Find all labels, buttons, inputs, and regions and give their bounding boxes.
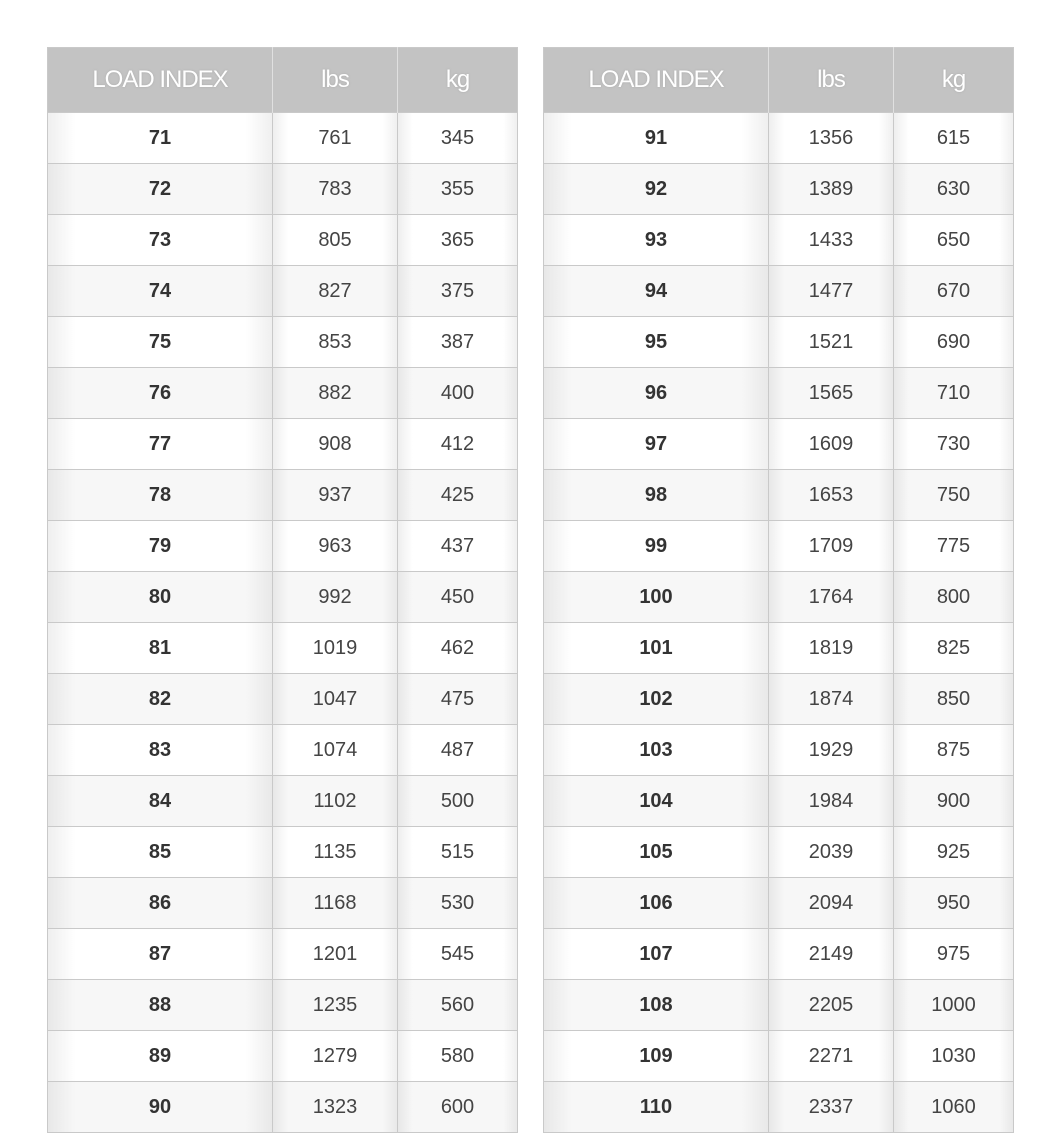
header-lbs: lbs	[273, 48, 398, 113]
kg-cell: 450	[398, 572, 518, 623]
lbs-cell: 805	[273, 215, 398, 266]
lbs-cell: 1433	[769, 215, 894, 266]
kg-cell: 365	[398, 215, 518, 266]
table-row	[48, 368, 518, 419]
kg-cell: 500	[398, 776, 518, 827]
table-row	[544, 317, 1014, 368]
table-row	[544, 776, 1014, 827]
lbs-cell: 1019	[273, 623, 398, 674]
table-row	[544, 674, 1014, 725]
kg-cell: 530	[398, 878, 518, 929]
table-row	[544, 419, 1014, 470]
lbs-cell: 1477	[769, 266, 894, 317]
table-row	[544, 623, 1014, 674]
table-row	[48, 419, 518, 470]
header-lbs: lbs	[769, 48, 894, 113]
kg-cell: 355	[398, 164, 518, 215]
table-row	[544, 572, 1014, 623]
kg-cell: 750	[894, 470, 1014, 521]
table-row	[48, 266, 518, 317]
load-index-table-left	[47, 47, 518, 1133]
lbs-cell: 963	[273, 521, 398, 572]
lbs-cell: 1819	[769, 623, 894, 674]
table-row	[48, 470, 518, 521]
lbs-cell: 1764	[769, 572, 894, 623]
kg-cell: 387	[398, 317, 518, 368]
table-row	[48, 1082, 518, 1133]
load-index-cell: 101	[544, 623, 769, 674]
table-row	[544, 266, 1014, 317]
kg-cell: 710	[894, 368, 1014, 419]
load-index-cell: 95	[544, 317, 769, 368]
table-row	[544, 1031, 1014, 1082]
table-row	[48, 929, 518, 980]
load-index-cell: 104	[544, 776, 769, 827]
table-row	[48, 725, 518, 776]
load-index-cell: 83	[48, 725, 273, 776]
lbs-cell: 2271	[769, 1031, 894, 1082]
load-index-cell: 86	[48, 878, 273, 929]
header-load-index: LOAD INDEX	[48, 48, 273, 113]
table-row	[48, 980, 518, 1031]
table-row	[544, 725, 1014, 776]
kg-cell: 515	[398, 827, 518, 878]
kg-cell: 345	[398, 113, 518, 164]
lbs-cell: 2039	[769, 827, 894, 878]
lbs-cell: 761	[273, 113, 398, 164]
load-index-cell: 80	[48, 572, 273, 623]
load-index-cell: 94	[544, 266, 769, 317]
load-index-cell: 75	[48, 317, 273, 368]
load-index-cell: 103	[544, 725, 769, 776]
lbs-cell: 1389	[769, 164, 894, 215]
load-index-cell: 109	[544, 1031, 769, 1082]
lbs-cell: 908	[273, 419, 398, 470]
lbs-cell: 853	[273, 317, 398, 368]
table-row	[544, 827, 1014, 878]
lbs-cell: 2094	[769, 878, 894, 929]
kg-cell: 900	[894, 776, 1014, 827]
lbs-cell: 2205	[769, 980, 894, 1031]
load-index-cell: 73	[48, 215, 273, 266]
table-row	[48, 215, 518, 266]
header-load-index: LOAD INDEX	[544, 48, 769, 113]
lbs-cell: 783	[273, 164, 398, 215]
load-index-cell: 78	[48, 470, 273, 521]
table-row	[544, 1082, 1014, 1133]
kg-cell: 412	[398, 419, 518, 470]
lbs-cell: 2337	[769, 1082, 894, 1133]
kg-cell: 650	[894, 215, 1014, 266]
load-index-cell: 105	[544, 827, 769, 878]
lbs-cell: 1235	[273, 980, 398, 1031]
load-index-cell: 82	[48, 674, 273, 725]
lbs-cell: 992	[273, 572, 398, 623]
load-index-cell: 90	[48, 1082, 273, 1133]
table-row	[544, 368, 1014, 419]
load-index-cell: 98	[544, 470, 769, 521]
load-index-cell: 84	[48, 776, 273, 827]
lbs-cell: 1609	[769, 419, 894, 470]
table-row	[544, 878, 1014, 929]
lbs-cell: 2149	[769, 929, 894, 980]
table-row	[48, 317, 518, 368]
load-index-cell: 87	[48, 929, 273, 980]
lbs-cell: 1565	[769, 368, 894, 419]
lbs-cell: 1135	[273, 827, 398, 878]
load-index-cell: 99	[544, 521, 769, 572]
kg-cell: 580	[398, 1031, 518, 1082]
load-index-cell: 76	[48, 368, 273, 419]
header-kg: kg	[398, 48, 518, 113]
lbs-cell: 1279	[273, 1031, 398, 1082]
table-row	[544, 980, 1014, 1031]
kg-cell: 615	[894, 113, 1014, 164]
table-row	[48, 572, 518, 623]
kg-cell: 800	[894, 572, 1014, 623]
kg-cell: 950	[894, 878, 1014, 929]
kg-cell: 487	[398, 725, 518, 776]
load-index-cell: 92	[544, 164, 769, 215]
load-index-cell: 100	[544, 572, 769, 623]
kg-cell: 400	[398, 368, 518, 419]
load-index-cell: 72	[48, 164, 273, 215]
table-row	[48, 878, 518, 929]
table-row	[48, 113, 518, 164]
load-index-cell: 96	[544, 368, 769, 419]
table-row	[544, 470, 1014, 521]
lbs-cell: 1929	[769, 725, 894, 776]
table-row	[48, 1031, 518, 1082]
table-row	[544, 521, 1014, 572]
lbs-cell: 1323	[273, 1082, 398, 1133]
load-index-cell: 110	[544, 1082, 769, 1133]
kg-cell: 690	[894, 317, 1014, 368]
lbs-cell: 1653	[769, 470, 894, 521]
kg-cell: 545	[398, 929, 518, 980]
kg-cell: 730	[894, 419, 1014, 470]
header-row	[48, 48, 518, 113]
load-index-cell: 79	[48, 521, 273, 572]
kg-cell: 1060	[894, 1082, 1014, 1133]
load-index-cell: 108	[544, 980, 769, 1031]
load-index-cell: 85	[48, 827, 273, 878]
kg-cell: 375	[398, 266, 518, 317]
kg-cell: 600	[398, 1082, 518, 1133]
kg-cell: 825	[894, 623, 1014, 674]
load-index-cell: 71	[48, 113, 273, 164]
header-row	[544, 48, 1014, 113]
lbs-cell: 1874	[769, 674, 894, 725]
load-index-cell: 91	[544, 113, 769, 164]
kg-cell: 630	[894, 164, 1014, 215]
kg-cell: 975	[894, 929, 1014, 980]
table-row	[48, 521, 518, 572]
kg-cell: 462	[398, 623, 518, 674]
table-row	[48, 827, 518, 878]
load-index-cell: 81	[48, 623, 273, 674]
kg-cell: 560	[398, 980, 518, 1031]
kg-cell: 925	[894, 827, 1014, 878]
kg-cell: 670	[894, 266, 1014, 317]
kg-cell: 850	[894, 674, 1014, 725]
table-row	[544, 929, 1014, 980]
lbs-cell: 1201	[273, 929, 398, 980]
load-index-cell: 88	[48, 980, 273, 1031]
kg-cell: 875	[894, 725, 1014, 776]
lbs-cell: 1709	[769, 521, 894, 572]
kg-cell: 475	[398, 674, 518, 725]
lbs-cell: 1074	[273, 725, 398, 776]
kg-cell: 425	[398, 470, 518, 521]
lbs-cell: 827	[273, 266, 398, 317]
kg-cell: 775	[894, 521, 1014, 572]
load-index-cell: 89	[48, 1031, 273, 1082]
load-index-cell: 77	[48, 419, 273, 470]
lbs-cell: 1356	[769, 113, 894, 164]
lbs-cell: 1047	[273, 674, 398, 725]
table-row	[48, 164, 518, 215]
load-index-cell: 97	[544, 419, 769, 470]
load-index-cell: 106	[544, 878, 769, 929]
lbs-cell: 1168	[273, 878, 398, 929]
table-row	[48, 623, 518, 674]
kg-cell: 1000	[894, 980, 1014, 1031]
header-kg: kg	[894, 48, 1014, 113]
kg-cell: 1030	[894, 1031, 1014, 1082]
lbs-cell: 1521	[769, 317, 894, 368]
table-row	[544, 164, 1014, 215]
lbs-cell: 1984	[769, 776, 894, 827]
load-index-cell: 102	[544, 674, 769, 725]
lbs-cell: 1102	[273, 776, 398, 827]
load-index-cell: 93	[544, 215, 769, 266]
load-index-table-right	[543, 47, 1014, 1133]
load-index-cell: 74	[48, 266, 273, 317]
lbs-cell: 937	[273, 470, 398, 521]
table-row	[48, 776, 518, 827]
table-row	[48, 674, 518, 725]
load-index-cell: 107	[544, 929, 769, 980]
lbs-cell: 882	[273, 368, 398, 419]
table-row	[544, 215, 1014, 266]
kg-cell: 437	[398, 521, 518, 572]
table-row	[544, 113, 1014, 164]
